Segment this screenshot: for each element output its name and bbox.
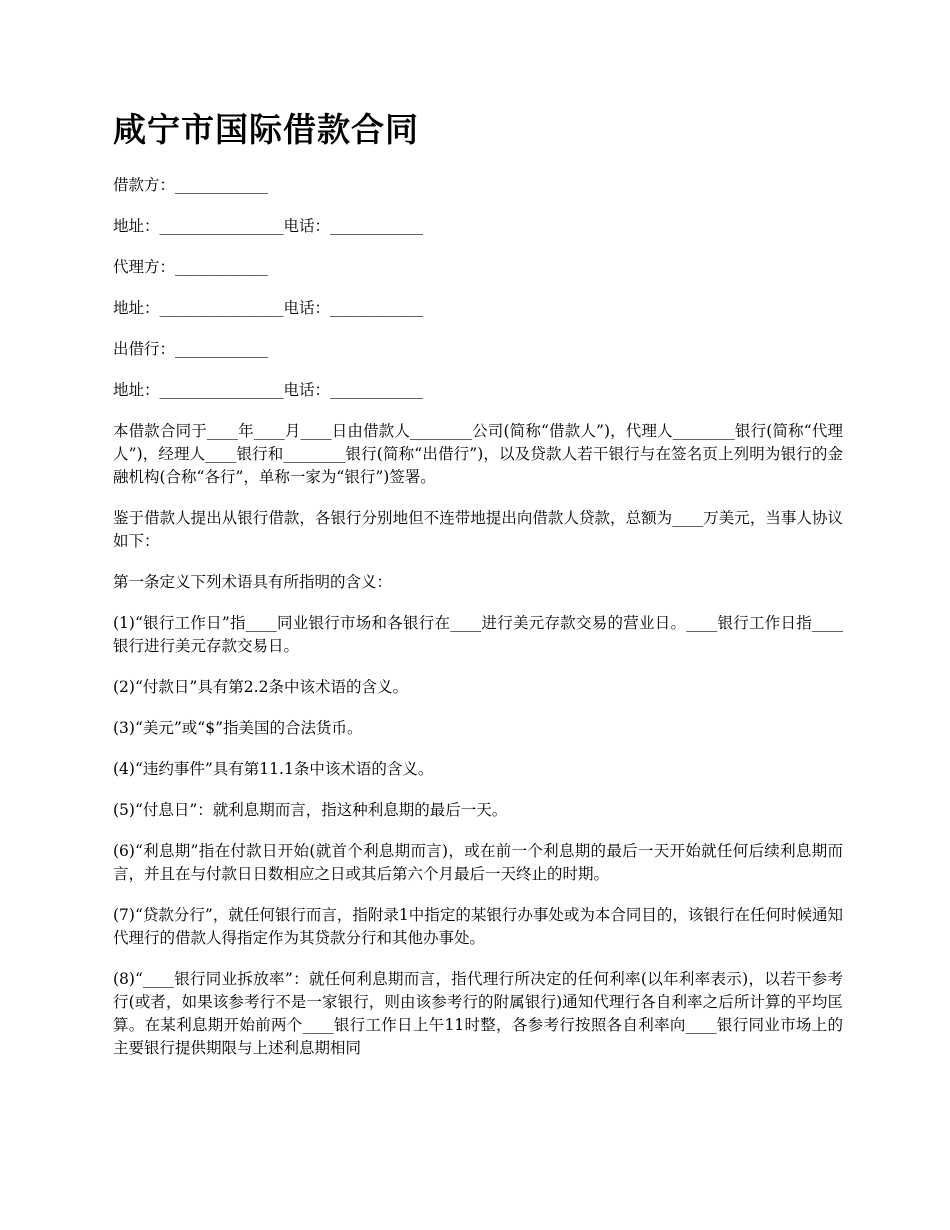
definition-item: (8)“____银行同业拆放率”：就任何利息期而言，指代理行所决定的任何利率(以年利率表示)，以若干参考行(或者，如果该参考行不是一家银行，则由该参考行的附属银行)通知代理行各自利率之后所计算的平均匡算。在某利息期开始前两个____银行工作日上午11时整，各参考行按照各自利率向____银行同业市场上的主要银行提供期限与上述利息期相同 [113, 970, 843, 1057]
recital-paragraph: 鉴于借款人提出从银行借款，各银行分别地但不连带地提出向借款人贷款，总额为____万美元，当事人协议如下： [113, 509, 843, 550]
contract-document [113, 108, 843, 1060]
borrower-address-phone-field: 地址：________________电话：____________ [113, 217, 424, 235]
definition-item: (2)“付款日”具有第2.2条中该术语的含义。 [113, 678, 408, 696]
definition-item: (4)“违约事件”具有第11.1条中该术语的含义。 [113, 760, 434, 778]
definition-item: (6)“利息期”指在付款日开始(就首个利息期而言)，或在前一个利息期的最后一天开始就任何后续利息期而言，并且在与付款日日数相应之日或其后第六个月最后一天终止的时期。 [113, 842, 843, 883]
definition-item: (1)“银行工作日”指____同业银行市场和各银行在____进行美元存款交易的营业日。____银行工作日指____银行进行美元存款交易日。 [113, 614, 843, 655]
lender-address-phone-field: 地址：________________电话：____________ [113, 381, 424, 399]
definition-item: (3)“美元”或“$”指美国的合法货币。 [113, 719, 363, 737]
preamble-paragraph: 本借款合同于____年____月____日由借款人________公司(简称“借款人”)，代理人________银行(简称“代理人”)，经理人____银行和________银行(简称“出借行”)，以及贷款人若干银行与在签名页上列明为银行的金融机构(合称“各行”，单称一家为“银行”)签署。 [113, 422, 843, 486]
borrower-field: 借款方：____________ [113, 176, 269, 194]
document-title: 咸宁市国际借款合同 [113, 110, 419, 149]
definition-item: (5)“付息日”：就利息期而言，指这种利息期的最后一天。 [113, 801, 508, 819]
definition-item: (7)“贷款分行”，就任何银行而言，指附录1中指定的某银行办事处或为本合同目的，该银行在任何时候通知代理行的借款人得指定作为其贷款分行和其他办事处。 [113, 906, 843, 947]
agent-address-phone-field: 地址：________________电话：____________ [113, 299, 424, 317]
agent-field: 代理方：____________ [113, 258, 269, 276]
lender-bank-field: 出借行：____________ [113, 340, 269, 358]
article-one-heading: 第一条定义下列术语具有所指明的含义： [113, 573, 393, 591]
